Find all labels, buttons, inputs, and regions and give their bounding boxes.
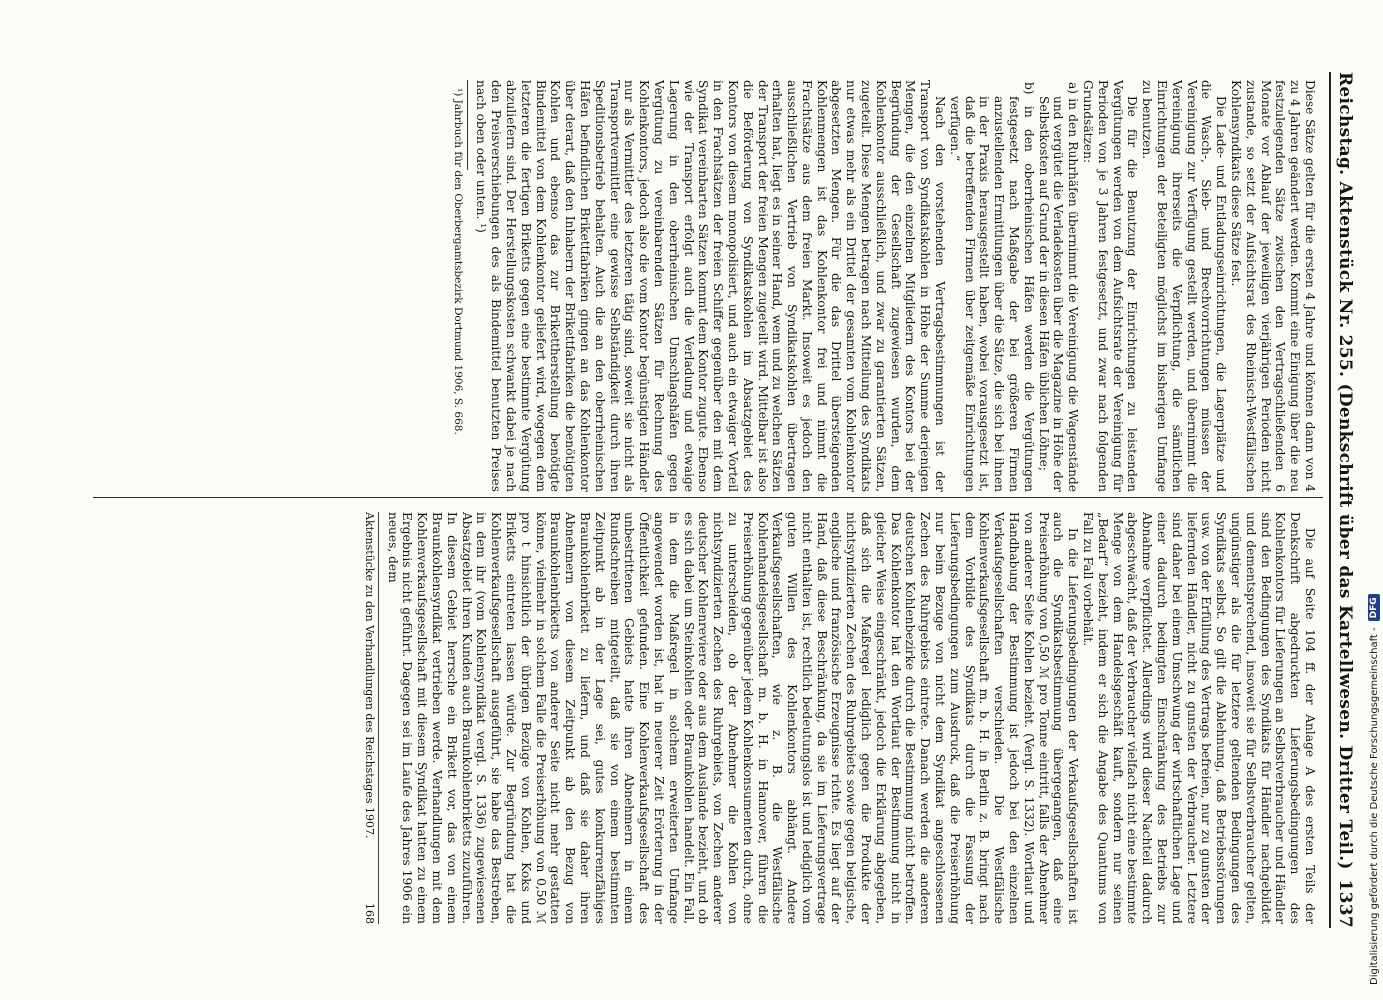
page-header: [1329, 72, 1355, 928]
sheet-number: 168: [362, 903, 376, 924]
column-left-text: [361, 512, 1317, 924]
dfg-logo: DFG: [1368, 594, 1380, 621]
page-number: 1337: [1335, 879, 1355, 928]
credit-text: Digitalisierung gefördert durch die Deutsche Forschungsgemeinschaft -: [1368, 627, 1380, 985]
column-divider: [93, 497, 1323, 498]
paragraph: Diese Sätze gelten für die ersten 4 Jahre und können dann von 4 zu 4 Jahren geändert werden. Kommt eine Einigung über die neu festzulegenden Sätze zwischen den Vertragschließenden 6 Monate vor Ablauf der jeweiligen vierjährigen Perioden nicht zustande, so setzt der Aufsichtsrat des Rheinisch-Westfälischen Kohlensyndikats diese Sätze fest.: [1229, 80, 1317, 492]
running-title: Reichstag. Aktenstück Nr. 255. (Denkschrift über das Kartellwesen. Dritter Teil.): [1335, 72, 1355, 870]
digitization-credit: [1368, 385, 1380, 985]
paragraph: In die Lieferungsbedingungen der Verkaufsgesellschaften ist auch die Syndikatsbestimmung übergegangen, daß eine Preiserhöhung von 0,50 ℳ pro Tonne eintritt, falls der Abnehmer von anderer Seite Kohlen bezieht. (Vergl. S. 1332). Wortlaut und Handhabung der Bestimmung ist jedoch bei den einzelnen Verkaufsgesellschaften verschieden. Die Westfälische Kohlenverkaufsgesellschaft m. b. H. in Berlin z. B. bringt nach dem Vorbilde des Syndikats durch die Fassung der Lieferungsbedingungen zum Ausdruck, daß die Preiserhöhung nur beim Bezuge von nicht dem Syndikat angeschlossenen Zechen des Ruhrgebiets eintrete. Danach werden die anderen deutschen Kohlenbezirke durch die Bestimmung nicht betroffen. Das Kohlenkontor hat den Wortlaut der Bestimmung nicht in gleicher Weise eingeschränkt, jedoch die Erklärung abgegeben, daß sich die Maßregel lediglich gegen die Produkte der nichtsyndizierten Zechen des Ruhrgebiets sowie gegen belgische, englische und französische Erzeugnisse richte. Es liegt auf der Hand, daß diese Beschränkung, da sie im Lieferungsvertrage nicht enthalten ist, rechtlich bedeutungslos ist und lediglich vom guten Willen des Kohlenkontors abhängt. Andere Verkaufsgesellschaften, wie z. B. die Westfälische Kohlenhandelsgesellschaft m. b. H. in Hannover, führen die Preiserhöhung gegenüber jedem Kohlenkonsumenten durch, ohne zu unterscheiden, ob der Abnehmer die Kohlen von nichtsyndizierten Zechen des Ruhrgebiets, von Zechen anderer deutscher Kohlenreviere oder aus dem Auslande bezieht, und ob es sich dabei um Steinkohlen oder Braunkohlen handelt. Ein Fall, in dem die Maßregel in solchem erweiterten Umfange angewendet worden ist, hat in neuerer Zeit Erörterung in der Öffentlichkeit gefunden. Eine Kohlenverkaufsgesellschaft des unbestrittenen Gebiets hatte ihren Abnehmern in einem Rundschreiben mitgeteilt, daß sie von einem bestimmten Zeitpunkt ab in der Lage sei, gutes konkurrenzfähiges Braunkohlenbrikett zu liefern, und daß sie daher ihren Abnehmern von diesem Zeitpunkt ab den Bezug von Braunkohlenbriketts von anderer Seite nicht mehr gestatten könne, vielmehr in solchem Falle die Preiserhöhung von 0,50 ℳ pro t hinsichtlich der übrigen Bezüge von Kohlen, Koks und Briketts eintreten lassen würde. Zur Begründung hat die Kohlenverkaufsgesellschaft ausgeführt, sie habe das Bestreben, in dem ihr (vom Kohlensyndikat vergl. S. 1336) zugewiesenen Absatzgebiet ihren Kunden auch Braunkohlenbriketts zuzuführen. In diesem Gebiet herrsche ein Brikett vor, das von einem Braunkohlensyndikat vertrieben werde. Verhandlungen mit dem Kohlenverkaufsgesellschaft mit diesem Syndikat hatten zu einem Ergebnis nicht geführt. Dagegen sei im Laufe des Jahres 1906 ein neues, dem: [385, 512, 1081, 924]
paragraph: Die Lade- und Entladungseinrichtungen, die Lagerplätze und die Wasch-, Sieb- und Brechvorrichtungen müssen der Vereinigung zur Verfügung gestellt werden, und übernimmt die Vereinigung ihrerseits die Verpflichtung, die sämtlichen Einrichtungen der Beteiligten möglichst im bisherigen Umfange zu benutzen.: [1140, 80, 1229, 492]
paragraph: b) in den oberrheinischen Häfen werden die Vergütungen festgesetzt nach Maßgabe der bei größeren Firmen anzustellenden Ermittlungen über die Sätze, die sich bei ihnen in der Praxis herausgestellt haben, wobei vorausgesetzt ist, daß die betreffenden Firmen über zeitgemäße Einrichtungen verfügen.“: [947, 82, 1036, 492]
column-right-text: [451, 80, 1317, 492]
bottom-line: [361, 512, 379, 924]
paragraph: a) in den Ruhrhäfen übernimmt die Vereinigung die Wagenstände und vergütet die Verladekosten über die Magazine in Höhe der Selbstkosten auf Grund der in diesen Häfen üblichen Löhne;: [1036, 82, 1081, 492]
paragraph: Die auf Seite 104 ff. der Anlage A des ersten Teils der Denkschrift abgedruckten Lieferungsbedingungen des Kohlenkontors für Lieferungen an Selbstverbraucher und Händler sind den Bedingungen des Syndikats für Händler nachgebildet und dementsprechend, insoweit sie für Selbstverbraucher gelten, ungünstiger als die für letztere geltenden Bedingungen des Syndikats selbst. So gilt die Ablehnung, daß Betriebsstörungen usw. von der Erfüllung des Vertrags befreien, nur zu gunsten der liefernden Händler, nicht zu gunsten der Verbraucher. Letztere sind daher bei einem Umschwung der wirtschaftlichen Lage und einer dadurch bedingten Einschränkung des Betriebs zur Abnahme verpflichtet. Allerdings wird dieser Nachteil dadurch abgeschwächt, daß der Verbraucher vielfach nicht eine bestimmte Menge von dem Handelsgeschäft kauft, sondern nur seinen „Bedarf“ bezieht, indem er sich die Angabe des Quantums von Fall zu Fall vorbehält.: [1081, 512, 1317, 924]
paragraph: Nach den vorstehenden Vertragsbestimmungen ist der Transport von Syndikatskohlen in Höhe der Summe derjenigen Mengen, die den einzelnen Mitgliedern des Kontors bei der Begründung der Gesellschaft zugewiesen wurden, dem Kohlenkontor ausschließlich, und zwar zu garantierten Sätzen, zugeteilt. Diese Mengen betragen nach Mitteilung des Syndikats nur etwas mehr als ein Drittel der gesamten vom Kohlenkontor abgesetzten Mengen. Für die das Drittel übersteigenden Kohlenmengen ist das Kohlenkontor frei und nimmt die Frachtsätze aus dem freien Markt. Insoweit es jedoch den ausschließlichen Vertrieb von Syndikatskohlen übertragen erhalten hat, liegt es in seiner Hand, wem und zu welchen Sätzen der Transport der freien Mengen zugeteilt wird. Mittelbar ist also die Beförderung von Syndikatskohlen im Absatzgebiet des Kontors von diesem monopolisiert, und auch ein etwaiger Vorteil in den Frachtsätzen der freien Schiffer gegenüber den mit dem Syndikat vereinbarten Sätzen kommt dem Kontor zugute. Ebenso wie der Transport erfolgt auch die Verladung und etwaige Lagerung in den oberrheinischen Umschlagshäfen gegen Vergütung zu vereinbarenden Sätzen für Rechnung des Kohlenkontors, jedoch also die vom Kontor begünstigten Händler nur als Vermittler des letzteren tätig sind, soweit sie nicht als Transportvermittler eine gewisse Selbständigkeit durch ihren Speditionsbetrieb behalten. Auch die an den oberrheinischen Häfen befindlichen Brikettfabriken gingen an das Kohlenkontor über derart, daß den Inhabern der Brikettfabriken die benötigten Kohlen und ebenso das zur Brikettherstellung benötigte Bindemittel von dem Kohlenkontor geliefert wird, wogegen dem letzteren die fertigen Briketts gegen eine bestimmte Vergütung abzuliefern sind. Der Herstellungskosten schwankt dabei je nach den Preisverschiebungen des als Bindemittel benutzten Preises nach oben oder unten. ¹): [474, 80, 948, 492]
footnote: ¹) Jahrbuch für den Oberbergamtsbezirk Dortmund 1906, S. 668.: [451, 88, 464, 435]
footnote-rule: [467, 80, 468, 170]
paragraph: Die für die Benutzung der Einrichtungen zu leistenden Vergütungen werden von dem Aufsichtsrate der Vereinigung für Perioden von je 3 Jahren festgesetzt, und zwar nach folgenden Grundsätzen:: [1081, 80, 1140, 492]
series-title: Aktenstücke zu den Verhandlungen des Reichstages 1907.: [362, 512, 376, 839]
